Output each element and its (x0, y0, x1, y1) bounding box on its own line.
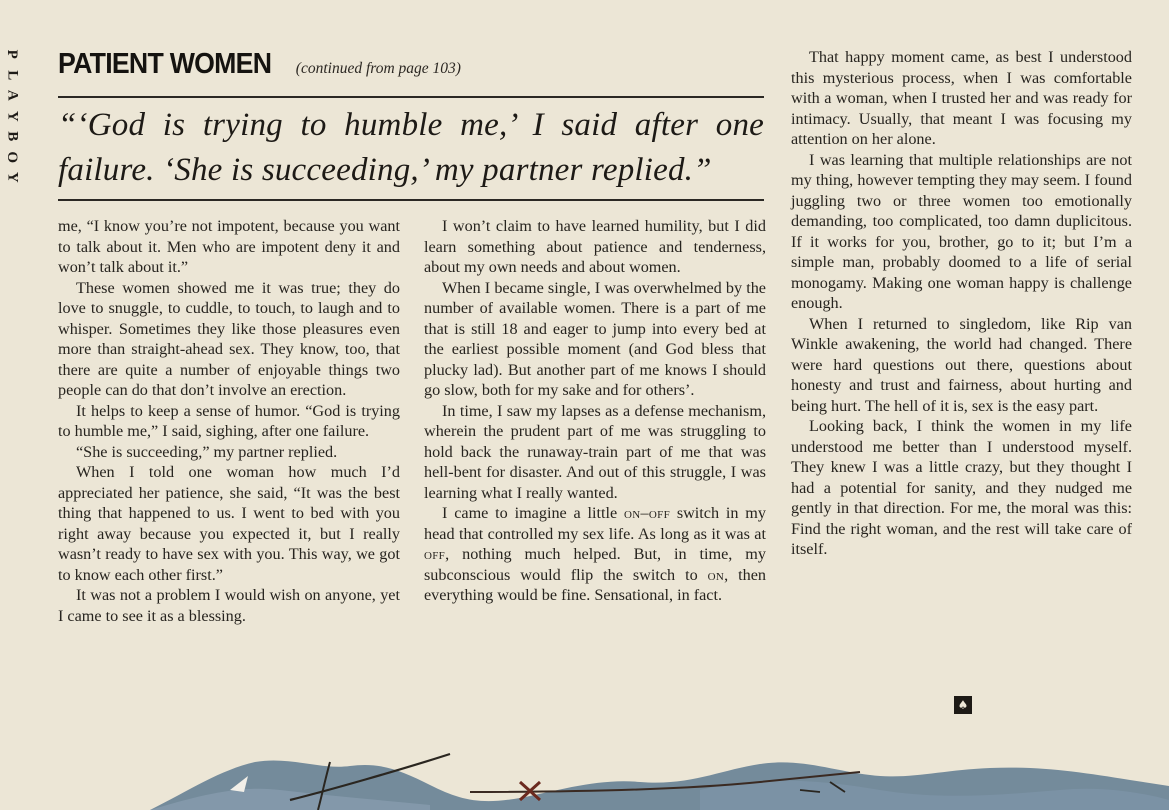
article-column-3 (791, 47, 1132, 560)
paragraph: me, “I know you’re not impotent, because you want to talk about it. Men who are impotent deny it and won’t talk about it.” (58, 217, 400, 276)
brand-letter: P (4, 49, 21, 59)
paragraph: It helps to keep a sense of humor. “God is trying to humble me,” I said, sighing, after one failure. (58, 401, 400, 440)
article-column-1 (58, 216, 400, 626)
brand-letter: O (4, 150, 21, 163)
brand-letter: A (4, 89, 21, 101)
small-caps-term: on (707, 565, 725, 584)
text-run: , nothing much helped. But, in time, my subconscious would flip the switch to (424, 545, 766, 584)
paragraph: When I became single, I was overwhelmed by the number of available women. There is a part of me that is still 18 and eager to jump into every bed at the earliest possible moment (and God bless that plucky lad). But another part of me knows I should go slow, both for my sake and for others’. (424, 278, 766, 399)
brand-letter: Y (4, 110, 21, 122)
paragraph: It was not a problem I would wish on anyone, yet I came to see it as a blessing. (58, 586, 400, 625)
paragraph: That happy moment came, as best I understood this mysterious process, when I was comfortable with a woman, when I trusted her and was ready for intimacy. Usually, that meant I was focusing my attention on her alone. (791, 48, 1132, 148)
paragraph: In time, I saw my lapses as a defense mechanism, wherein the prudent part of me was struggling to hold back the runaway-train part of me that was hell-bent for disaster. And out of this struggle, I was learning what I really wanted. (424, 401, 766, 502)
brand-letter: Y (4, 171, 21, 183)
paragraph: When I returned to singledom, like Rip van Winkle awakening, the world had changed. There were hard questions out there, questions about honesty and trust and fairness, about hurting and being hurt. The hell of it is, sex is the easy part. (791, 314, 1132, 415)
rabbit-end-mark-icon: ♠ (954, 696, 972, 714)
paragraph: When I told one woman how much I’d appreciated her patience, she said, “It was the best thing that happened to us. I went to bed with you right away because you expected it, but I really wasn’t ready to have sex with you. This way, we got to know each other first.” (58, 463, 400, 584)
paragraph: I was learning that multiple relationships are not my thing, however tempting they may seem. I found juggling two or three women too emotionally demanding, too complicated, too damn duplicitous. If it works for you, brother, go to it; but I’m a simple man, probably doomed to a life of serial monogamy. Making one woman happy is challenge enough. (791, 150, 1132, 312)
article-headline (58, 48, 461, 81)
text-run: I came to imagine a little (442, 504, 625, 522)
brand-letter: L (4, 69, 21, 80)
text-run: switch in my head that controlled my sex life. As long as it was at (424, 504, 766, 543)
small-caps-term: off (424, 545, 446, 563)
paragraph: These women showed me it was true; they do love to snuggle, to cuddle, to touch, to laugh and to whisper. Sometimes they like those pleasures even more than straight-ahead sex. They know, too, that there are quite a number of enjoyable things two people can do that don’t involve an erection. (58, 278, 400, 399)
paragraph (424, 503, 766, 606)
magazine-name-vertical (0, 44, 24, 188)
brand-letter: B (4, 131, 21, 142)
continued-note: (continued from page 103) (295, 60, 461, 77)
article-column-2 (424, 216, 766, 606)
headline-title: PATIENT WOMEN (58, 48, 272, 80)
paragraph: “She is succeeding,” my partner replied. (76, 442, 338, 461)
paragraph: I won’t claim to have learned humility, but I did learn something about patience and tenderness, about my own needs and about women. (424, 217, 766, 276)
pull-quote-bottom-rule (58, 199, 764, 201)
paragraph: Looking back, I think the women in my life understood me better than I understood myself. They knew I was a little crazy, but they thought I had a potential for sanity, and they nudged me gently in that direction. For me, the moral was this: Find the right woman, and the rest will take care of itself. (791, 417, 1132, 558)
small-caps-term: on–off (624, 504, 670, 522)
text-run: , then everything would be fine. Sensational, in fact. (424, 565, 766, 604)
pull-quote: “‘God is trying to humble me,’ I said after one failure. ‘She is succeeding,’ my partner replied.” (58, 107, 764, 188)
pull-quote-top-rule (58, 96, 764, 98)
